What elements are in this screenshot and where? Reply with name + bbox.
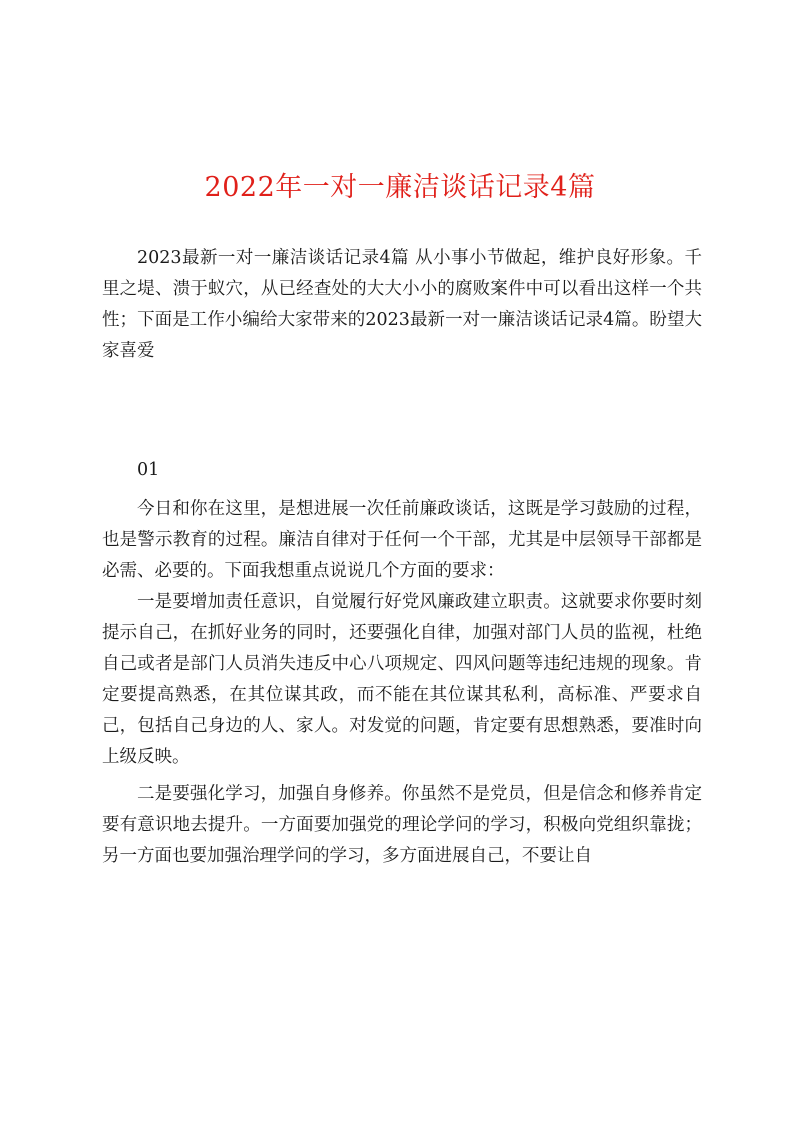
document-title: 2022年一对一廉洁谈话记录4篇 [204,172,596,203]
intro-text: 2023最新一对一廉洁谈话记录4篇 从小事小节做起，维护良好形象。千里之堤、溃于蚁穴，从已经查处的大大小小的腐败案件中可以看出这样一个共性；下面是工作小编给大家带来的2023最新一对一廉洁谈话记录4篇。盼望大家喜爱 [102,248,702,361]
section-number: 01 [137,460,160,480]
main-content [102,494,702,872]
paragraph-1: 今日和你在这里，是想进展一次任前廉政谈话，这既是学习鼓励的过程，也是警示教育的过程。廉洁自律对于任何一个干部，尤其是中层领导干部都是必需、必要的。下面我想重点说说几个方面的要求： [102,499,702,581]
intro-paragraph [102,243,702,367]
paragraph-3: 二是要强化学习，加强自身修养。你虽然不是党员，但是信念和修养肯定要有意识地去提升。一方面要加强党的理论学问的学习，积极向党组织靠拢；另一方面也要加强治理学问的学习，多方面进展自己，不要让自 [102,784,702,866]
paragraph-2: 一是要增加责任意识，自觉履行好党风廉政建立职责。这就要求你要时刻提示自己，在抓好业务的同时，还要强化自律，加强对部门人员的监视，杜绝自己或者是部门人员消失违反中心八项规定、四风问题等违纪违规的现象。肯定要提高熟悉，在其位谋其政，而不能在其位谋其私利，高标准、严要求自己，包括自己身边的人、家人。对发觉的问题，肯定要有思想熟悉，要准时向上级反映。 [102,592,702,767]
